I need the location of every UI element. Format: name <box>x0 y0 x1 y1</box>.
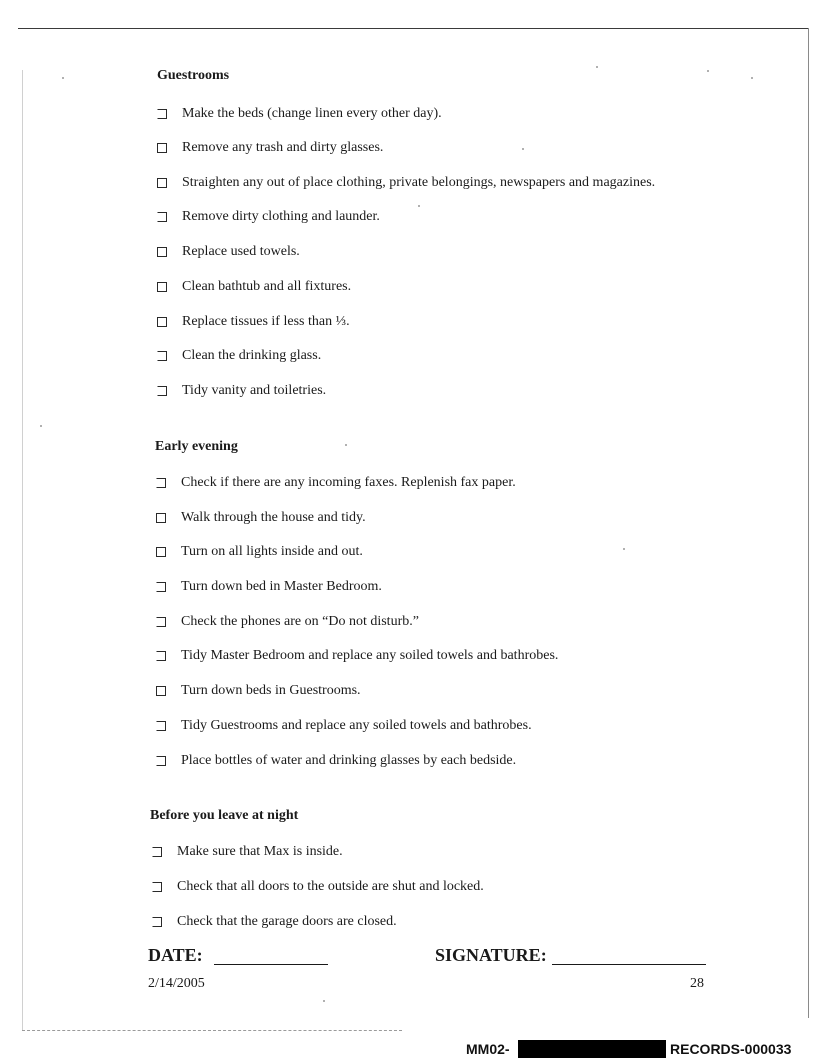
checkbox-icon[interactable] <box>157 212 167 222</box>
checklist-item-text: Tidy Guestrooms and replace any soiled towels and bathrobes. <box>181 718 532 733</box>
checklist-item-text: Make sure that Max is inside. <box>177 844 343 859</box>
checkbox-icon[interactable] <box>157 109 167 119</box>
checklist-item-text: Place bottles of water and drinking glasses by each bedside. <box>181 753 517 768</box>
section-heading-guestrooms: Guestrooms <box>157 68 230 83</box>
checkbox-icon[interactable] <box>156 547 166 557</box>
checkbox-icon[interactable] <box>157 143 167 153</box>
checkbox-icon[interactable] <box>157 351 167 361</box>
bates-prefix: MM02- <box>466 1041 510 1057</box>
checkbox-icon[interactable] <box>157 282 167 292</box>
checklist-item-text: Tidy Master Bedroom and replace any soiled towels and bathrobes. <box>181 648 559 663</box>
signature-label: SIGNATURE: <box>435 945 547 965</box>
scan-speck <box>62 77 64 79</box>
checkbox-icon[interactable] <box>156 478 166 488</box>
scan-speck <box>345 444 347 446</box>
scan-speck <box>707 70 709 72</box>
section-heading-early-evening: Early evening <box>155 439 238 454</box>
checklist-item-text: Replace tissues if less than ⅓. <box>182 314 350 329</box>
page-border-top <box>18 28 809 29</box>
checklist-item-text: Replace used towels. <box>182 244 300 259</box>
checkbox-icon[interactable] <box>152 847 162 857</box>
checklist-item-text: Turn on all lights inside and out. <box>181 544 363 559</box>
scan-speck <box>522 148 524 150</box>
checklist-item-text: Make the beds (change linen every other day). <box>182 106 442 121</box>
checklist-item-text: Check that the garage doors are closed. <box>177 914 397 929</box>
scan-speck <box>623 548 625 550</box>
checklist-item-text: Check if there are any incoming faxes. Replenish fax paper. <box>181 475 516 490</box>
checklist-item-text: Clean the drinking glass. <box>182 348 322 363</box>
checkbox-icon[interactable] <box>152 882 162 892</box>
scan-speck <box>323 1000 325 1002</box>
checklist-item-text: Check that all doors to the outside are shut and locked. <box>177 879 484 894</box>
checkbox-icon[interactable] <box>156 582 166 592</box>
checkbox-icon[interactable] <box>156 756 166 766</box>
redaction-bar <box>518 1040 666 1058</box>
checklist-item-text: Straighten any out of place clothing, private belongings, newspapers and magazines. <box>182 175 656 190</box>
scan-speck <box>40 425 42 427</box>
checklist-item-text: Turn down beds in Guestrooms. <box>181 683 361 698</box>
checkbox-icon[interactable] <box>152 917 162 927</box>
checkbox-icon[interactable] <box>156 513 166 523</box>
section-heading-before-leave: Before you leave at night <box>150 808 299 823</box>
date-label: DATE: <box>148 945 203 965</box>
page-border-bottom <box>22 1030 402 1031</box>
checklist-item-text: Turn down bed in Master Bedroom. <box>181 579 382 594</box>
scan-speck <box>418 205 420 207</box>
page-border-right <box>808 28 809 1018</box>
date-field[interactable] <box>214 964 328 965</box>
bates-number: RECORDS-000033 <box>670 1041 792 1057</box>
checkbox-icon[interactable] <box>157 247 167 257</box>
checklist-item-text: Remove any trash and dirty glasses. <box>182 140 384 155</box>
footer-date: 2/14/2005 <box>148 976 205 991</box>
checkbox-icon[interactable] <box>156 721 166 731</box>
checklist-item-text: Walk through the house and tidy. <box>181 510 366 525</box>
scan-speck <box>751 77 753 79</box>
scan-speck <box>596 66 598 68</box>
checkbox-icon[interactable] <box>156 686 166 696</box>
checklist-item-text: Tidy vanity and toiletries. <box>182 383 327 398</box>
checklist-item-text: Clean bathtub and all fixtures. <box>182 279 352 294</box>
checkbox-icon[interactable] <box>156 617 166 627</box>
page-border-left <box>22 70 23 1030</box>
page-number: 28 <box>690 976 704 991</box>
checklist-item-text: Remove dirty clothing and launder. <box>182 209 380 224</box>
checkbox-icon[interactable] <box>157 386 167 396</box>
checklist-item-text: Check the phones are on “Do not disturb.” <box>181 614 419 629</box>
checkbox-icon[interactable] <box>157 317 167 327</box>
checkbox-icon[interactable] <box>156 651 166 661</box>
checkbox-icon[interactable] <box>157 178 167 188</box>
signature-field[interactable] <box>552 964 706 965</box>
